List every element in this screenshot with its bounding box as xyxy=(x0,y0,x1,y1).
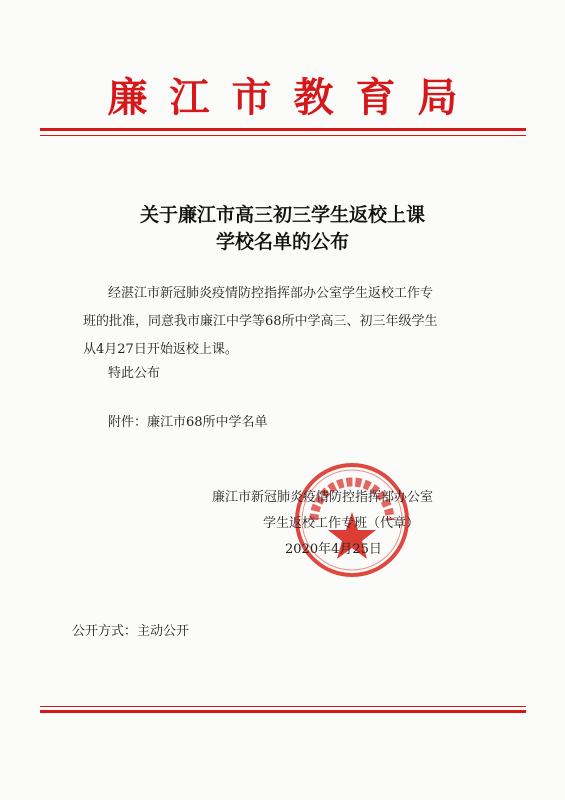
signer-line-1: 廉江市新冠肺炎疫情防控指挥部办公室 xyxy=(212,490,434,505)
disclosure-method: 公开方式：主动公开 xyxy=(72,624,190,639)
document-title-line1: 关于廉江市高三初三学生返校上课 xyxy=(139,204,425,226)
header-rule-thin xyxy=(40,135,526,136)
closing-text: 特此公布 xyxy=(108,366,161,381)
footer-rule-thick xyxy=(40,710,526,713)
signer-line-2: 学生返校工作专班（代章） xyxy=(263,516,420,531)
document-date: 2020年4月25日 xyxy=(285,542,382,557)
body-line-2: 班的批准，同意我市廉江中学等68所中学高三、初三年级学生 xyxy=(83,314,438,329)
footer-rule-thin-top xyxy=(40,706,526,707)
body-line-3: 从4月27日开始返校上课。 xyxy=(83,342,238,357)
attachment-note: 附件：廉江市68所中学名单 xyxy=(108,415,268,430)
org-header-title: 廉江市教育局 xyxy=(107,74,480,121)
body-line-1: 经湛江市新冠肺炎疫情防控指挥部办公室学生返校工作专 xyxy=(108,286,434,301)
header-rule-thick xyxy=(40,128,526,131)
document-title-line2: 学校名单的公布 xyxy=(215,231,349,253)
